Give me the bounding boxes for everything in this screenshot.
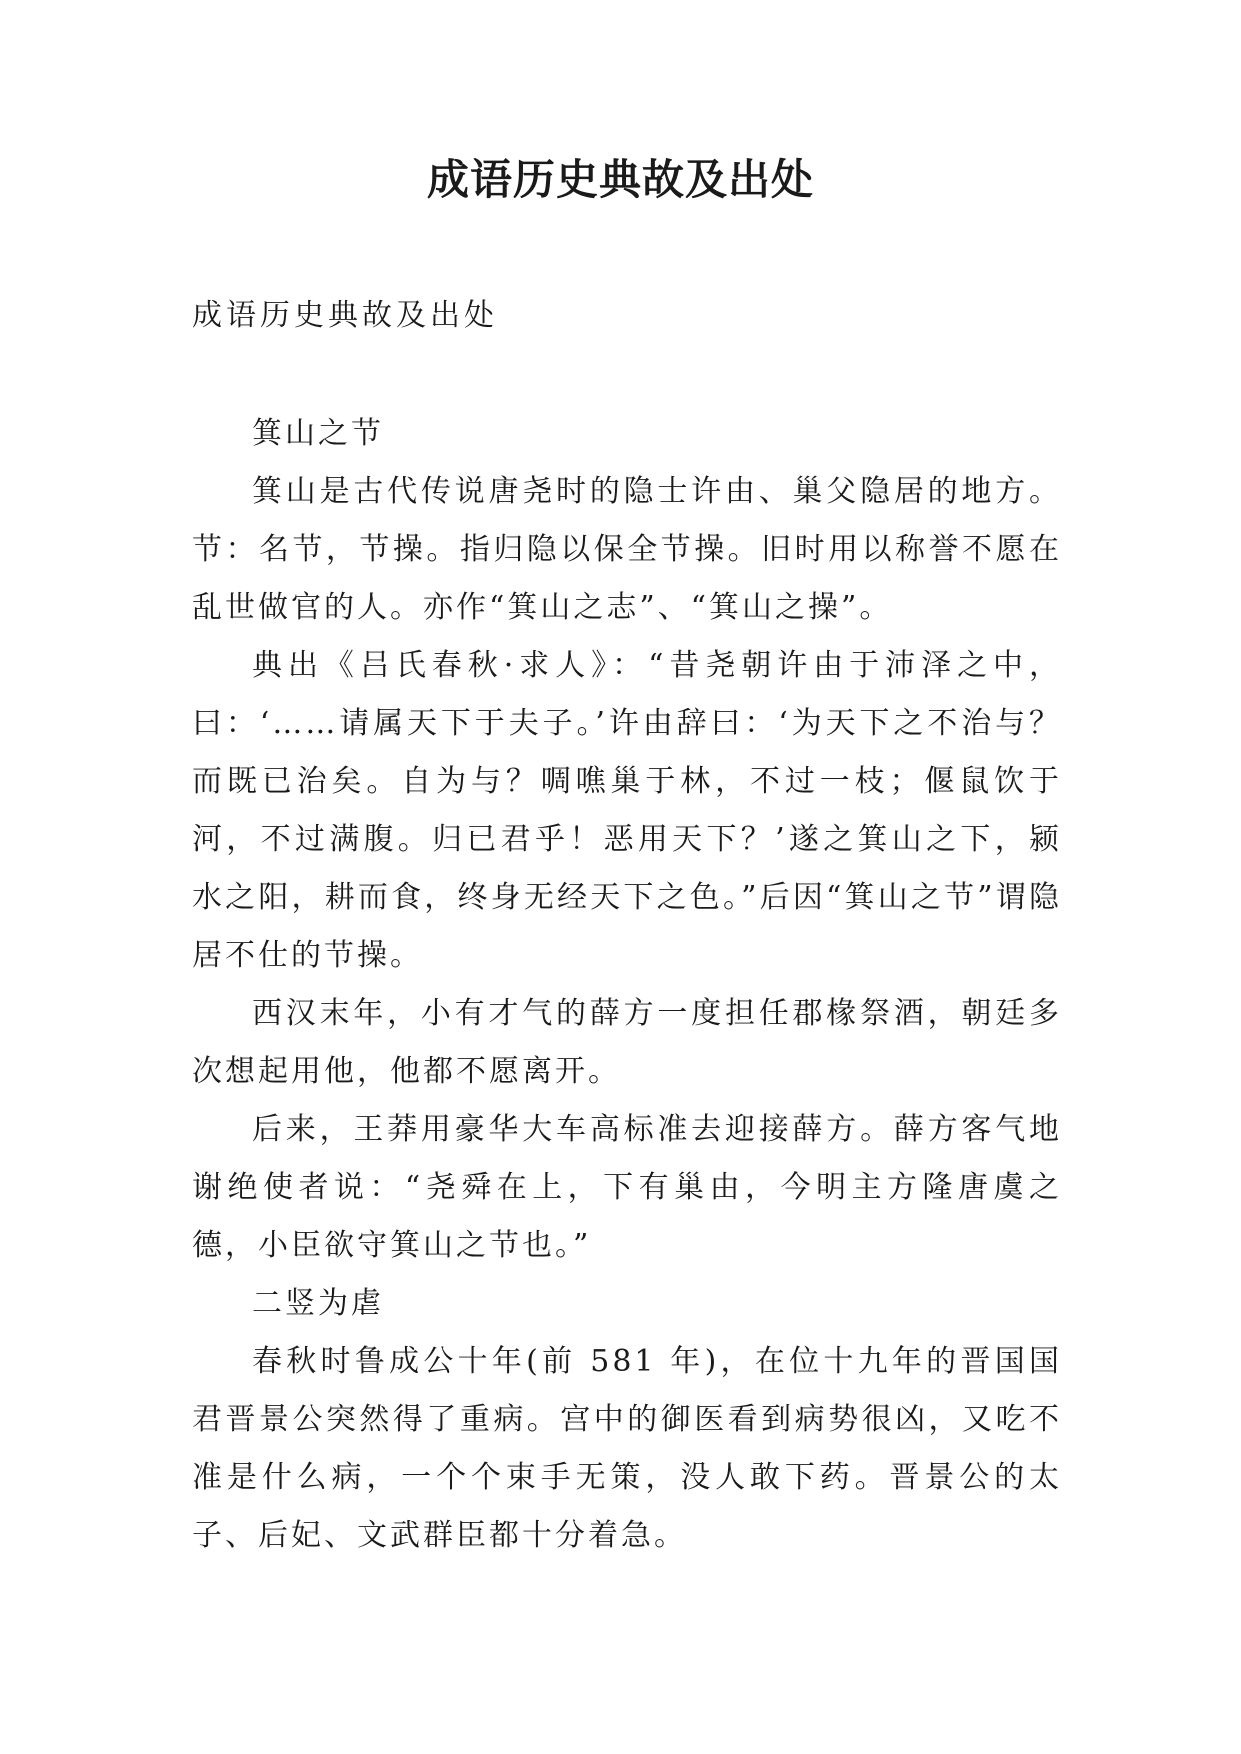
body-paragraph: 典出《吕氏春秋·求人》：“昔尧朝许由于沛泽之中，曰：‘……请属天下于夫子。’许由辞曰：‘为天下之不治与？而既已治矣。自为与？啁噍巢于林，不过一枝；偃鼠饮于河，不过满腹。归已君乎！恶用天下？’遂之箕山之下，颍水之阳，耕而食，终身无经天下之色。”后因“箕山之节”谓隐居不仕的节操。 [192, 648, 1062, 973]
body-paragraph: 箕山是古代传说唐尧时的隐士许由、巢父隐居的地方。节：名节，节操。指归隐以保全节操。旧时用以称誉不愿在乱世做官的人。亦作“箕山之志”、“箕山之操”。 [192, 474, 1062, 625]
section-heading: 二竖为虐 [252, 1286, 384, 1321]
page-title: 成语历史典故及出处 [426, 155, 814, 204]
document-subtitle: 成语历史典故及出处 [192, 298, 498, 333]
body-paragraph: 后来，王莽用豪华大车高标准去迎接薛方。薛方客气地谢绝使者说：“尧舜在上，下有巢由，今明主方隆唐虞之德，小臣欲守箕山之节也。” [192, 1112, 1062, 1263]
body-paragraph: 春秋时鲁成公十年(前 581 年)，在位十九年的晋国国君晋景公突然得了重病。宫中的御医看到病势很凶，又吃不准是什么病，一个个束手无策，没人敢下药。晋景公的太子、后妃、文武群臣都十分着急。 [192, 1344, 1062, 1553]
body-paragraph: 西汉末年，小有才气的薛方一度担任郡椽祭酒，朝廷多次想起用他，他都不愿离开。 [192, 996, 1062, 1089]
document-body [192, 405, 1062, 1565]
section-heading: 箕山之节 [252, 416, 384, 451]
